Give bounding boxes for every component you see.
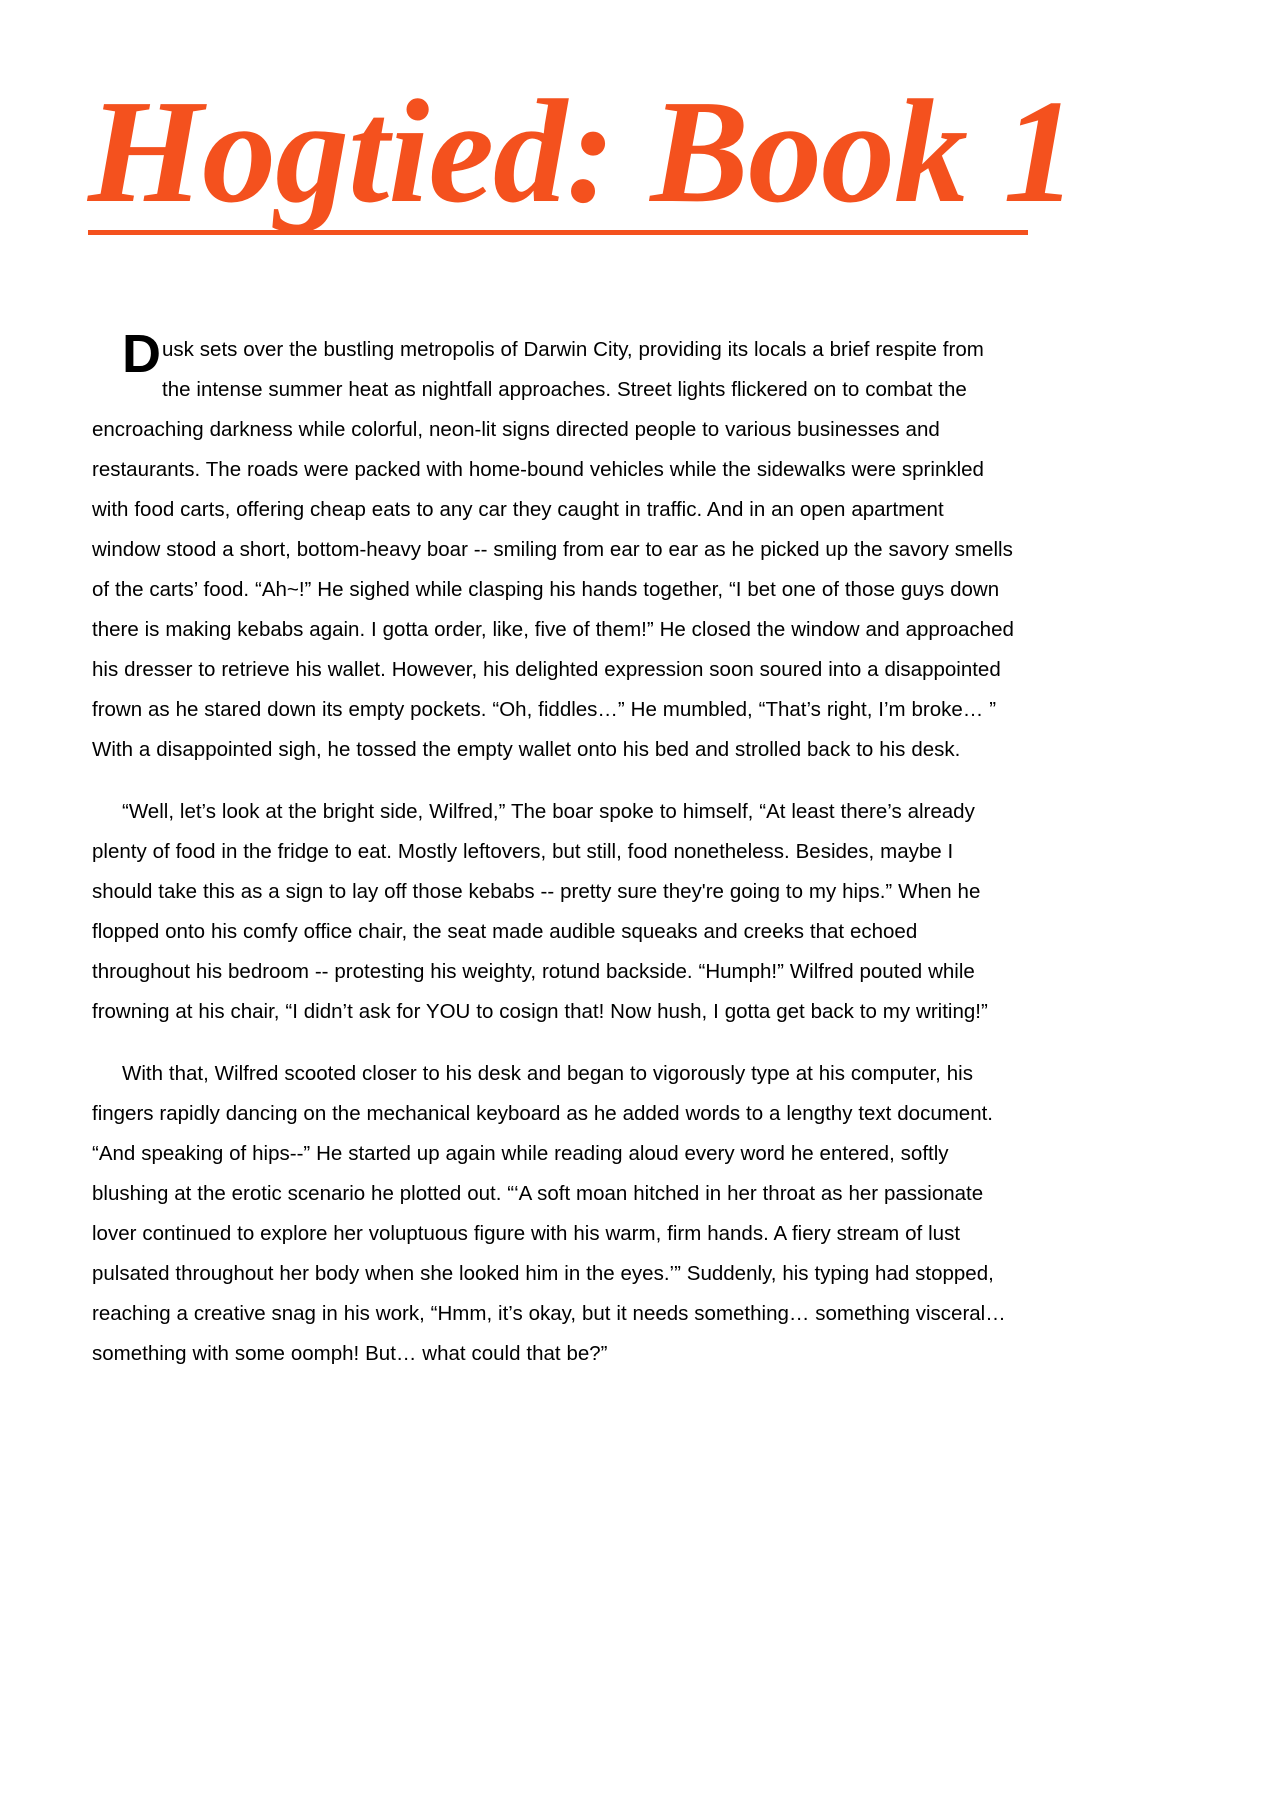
paragraph-2: “Well, let’s look at the bright side, Wilfred,” The boar spoke to himself, “At least there’s already plenty of food in the fridge to eat. Mostly leftovers, but still, food nonetheless. Besides, maybe I should take this as a sign to lay off those kebabs -- pretty sure they're going to my hips.” When he flopped onto his comfy office chair, the seat made audible squeaks and creeks that echoed throughout his bedroom -- protesting his weighty, rotund backside. “Humph!” Wilfred pouted while frowning at his chair, “I didn’t ask for YOU to cosign that! Now hush, I gotta get back to my writing!” <box>92 800 988 1023</box>
title-block <box>88 70 1077 235</box>
page-title: Hogtied: Book 1 <box>88 70 1077 234</box>
paragraph-3: With that, Wilfred scooted closer to his desk and began to vigorously type at his computer, his fingers rapidly dancing on the mechanical keyboard as he added words to a lengthy text document. “And speaking of hips--” He started up again while reading aloud every word he entered, softly blushing at the erotic scenario he plotted out. “‘A soft moan hitched in her throat as her passionate lover continued to explore her voluptuous figure with his warm, firm hands. A fiery stream of lust pulsated throughout her body when she looked him in the eyes.’” Suddenly, his typing had stopped, reaching a creative snag in his work, “Hmm, it’s okay, but it needs something… something visceral… something with some oomph! But… what could that be?” <box>92 1062 1006 1365</box>
body-copy <box>92 324 1014 1374</box>
drop-cap: D <box>122 324 161 384</box>
paragraph-1-text: usk sets over the bustling metropolis of Darwin City, providing its locals a brief respite from the intense summer heat as nightfall approaches. Street lights flickered on to combat the encroaching darkness while colorful, neon-lit signs directed people to various businesses and restaurants. The roads were packed with home-bound vehicles while the sidewalks were sprinkled with food carts, offering cheap eats to any car they caught in traffic. And in an open apartment window stood a short, bottom-heavy boar -- smiling from ear to ear as he picked up the savory smells of the carts’ food. “Ah~!” He sighed while clasping his hands together, “I bet one of those guys down there is making kebabs again. I gotta order, like, five of them!” He closed the window and approached his dresser to retrieve his wallet. However, his delighted expression soon soured into a disappointed frown as he stared down its empty pockets. “Oh, fiddles…” He mumbled, “That’s right, I’m broke… ” With a disappointed sigh, he tossed the empty wallet onto his bed and strolled back to his desk. <box>92 338 1014 761</box>
paragraph-1 <box>92 324 1014 770</box>
